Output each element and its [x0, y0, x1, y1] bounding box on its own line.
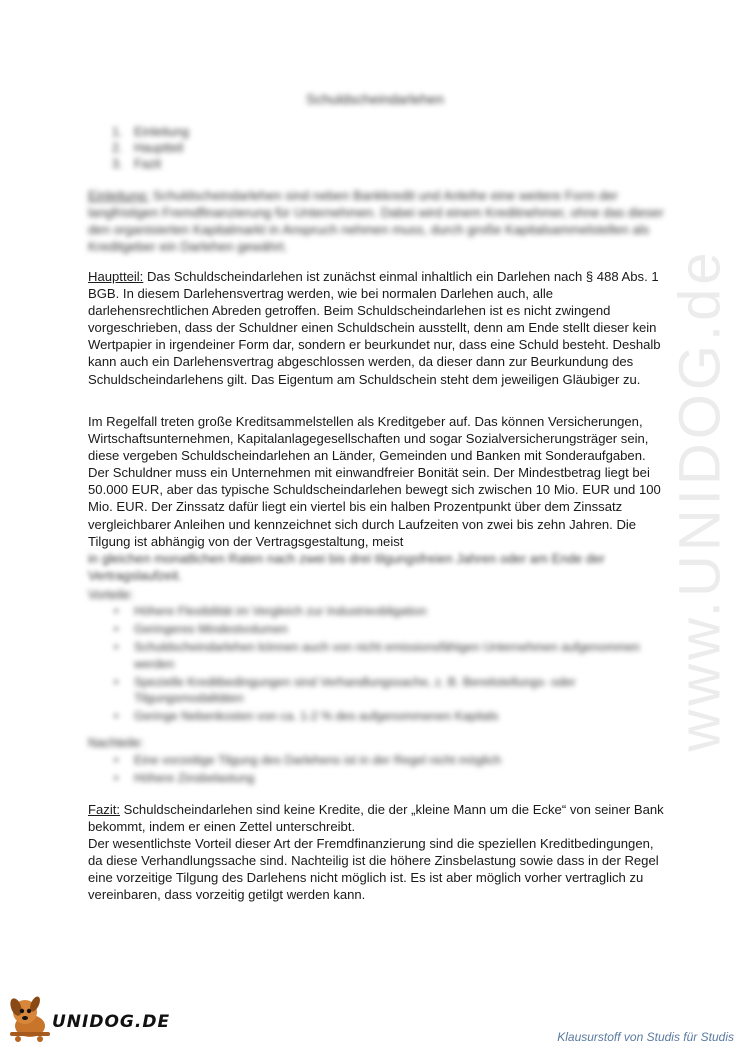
main-paragraph: [88, 268, 670, 388]
intro-text: Schuldscheindarlehen sind neben Bankkredit und Anleihe eine weitere Form der langfristigen Fremdfinanzierung für Unternehmen. Dabei wird einem Kreditnehmer, ohne das dieser den organisierten Kapitalmarkt in Anspruch nehmen muss, durch große Kapitalsammelstellen als Kreditgeber ein Darlehen gewährt.: [88, 188, 664, 255]
footer-slogan: Klausurstoff von Studis für Studis: [557, 1030, 734, 1044]
intro-paragraph: [88, 187, 670, 255]
regelfall-text: Im Regelfall treten große Kreditsammelstellen als Kreditgeber auf. Das können Versicherungen, Wirtschaftsunternehmen, Kapitalanlagegesellschaften und sogar Sozialversicherungsträger sein, diese vergeben Schuldscheindarlehen an Länder, Gemeinden und Banken mit Sonderaufgaben. Der Schuldner muss ein Unternehmen mit einwandfreier Bonität sein. Der Mindestbetrag liegt bei 50.000 EUR, aber das typische Schuldscheindarlehen bewegt sich zwischen 10 Mio. EUR und 100 Mio. EUR. Der Zinssatz dafür liegt ein viertel bis ein halben Prozentpunkt über dem Zinssatz vergleichbarer Anleihen und kennzeichnet sich durch Laufzeiten von zwei bis zehn Jahren. Die Tilgung ist abhängig von der Vertragsgestaltung, meist: [88, 414, 661, 549]
list-item: • Schuldscheindarlehen können auch von nicht emissionsfähigen Unternehmen aufgenommen werden: [112, 639, 652, 672]
document-title: Schuldscheindarlehen: [306, 91, 444, 107]
list-item: • Spezielle Kreditbedingungen sind Verhandlungssache, z. B. Bereitstellungs- oder Tilgungsmodalitäten: [112, 674, 652, 707]
dog-mascot-icon: [8, 992, 58, 1044]
watermark-text: www.UNIDOG.de: [667, 248, 733, 752]
main-text: Das Schuldscheindarlehen ist zunächst einmal inhaltlich ein Darlehen nach § 488 Abs. 1 BGB. In diesem Darlehensvertrag werden, wie bei normalen Darlehen auch, alle darlehensrechtlichen Abreden getroffen. Beim Schuldscheindarlehen ist es nicht zwingend vorgeschrieben, dass der Schuldner einen Schuldschein ausstellt, denn am Ende stellt dieser kein Wertpapier in irgendeiner Form dar, sondern er beurkundet nur, dass eine Schuld besteht. Deshalb kann auch ein Darlehensvertrag abgeschlossen werden, da dieser dann zur Beurkundung des Schuldscheindarlehens gilt. Das Eigentum am Schuldschein steht dem jeweiligen Gläubiger zu.: [88, 269, 661, 387]
logo-text: UNIDOG.DE: [52, 1012, 171, 1032]
toc-item: 2. Hauptteil: [112, 140, 189, 156]
nachteile-list: [112, 752, 652, 788]
list-item: • Geringeres Mindestvolumen: [112, 621, 652, 638]
main-lead: Hauptteil:: [88, 269, 144, 284]
table-of-contents: [112, 124, 189, 172]
regelfall-paragraph: [88, 413, 670, 584]
vorteile-list: [112, 603, 652, 726]
fazit-paragraph: [88, 801, 670, 904]
vorteile-heading: Vorteile:: [88, 588, 134, 602]
fazit-text-2: Der wesentlichste Vorteil dieser Art der Fremdfinanzierung sind die speziellen Kreditbedingungen, da diese Verhandlungssache sind. Nachteilig ist die höhere Zinsbelastung sowie dass in der Regel eine vorzeitige Tilgung des Darlehens nicht möglich ist. Es ist aber möglich vorher vertraglich zu vereinbaren, dass vorzeitig getilgt werden kann.: [88, 836, 659, 903]
toc-item: 1. Einleitung: [112, 124, 189, 140]
nachteile-heading: Nachteile:: [88, 736, 144, 750]
unidog-logo[interactable]: [8, 990, 188, 1050]
fazit-lead: Fazit:: [88, 802, 121, 817]
intro-lead: Einleitung:: [88, 188, 150, 203]
list-item: • Eine vorzeitige Tilgung des Darlehens ist in der Regel nicht möglich: [112, 752, 652, 769]
list-item: • Höhere Flexibilität im Vergleich zur Industrieobligation: [112, 603, 652, 620]
toc-item: 3. Fazit: [112, 156, 189, 172]
list-item: • Höhere Zinsbelastung: [112, 770, 652, 787]
regelfall-text-blurred: in gleichen monatlichen Raten nach zwei bis drei tilgungsfreien Jahren oder am Ende der Vertragslaufzeit.: [88, 550, 605, 583]
list-item: • Geringe Nebenkosten von ca. 1-2 % des aufgenommenen Kapitals: [112, 708, 652, 725]
fazit-text: Schuldscheindarlehen sind keine Kredite, die der „kleine Mann um die Ecke“ von seiner Bank bekommt, indem er einen Zettel unterschreibt.: [88, 802, 664, 835]
